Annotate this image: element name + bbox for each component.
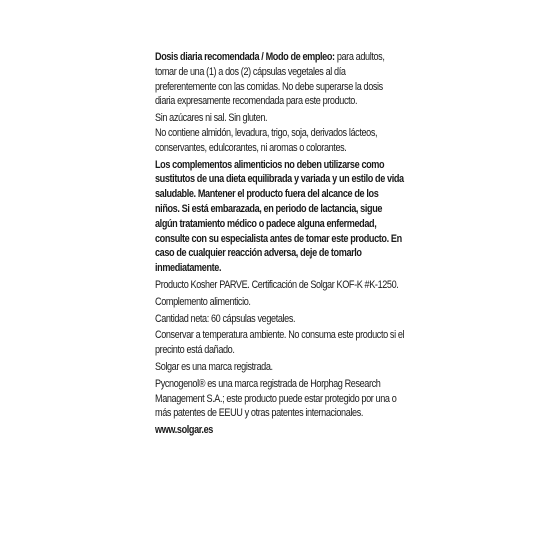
dosage-block (155, 50, 404, 109)
website-link[interactable]: www.solgar.es (155, 424, 213, 437)
sugar-gluten-text: Sin azúcares ni sal. Sin gluten. (155, 112, 268, 125)
quantity-text: Cantidad neta: 60 cápsulas vegetales. (155, 312, 296, 325)
storage-block (155, 328, 404, 358)
website-block (155, 423, 404, 438)
dosage-text: para adultos, tomar de una (1) a dos (2) cápsulas vegetales al día preferentemente con las comidas. No debe superarse la dosis diaria expresamente recomendada para este producto. (155, 51, 385, 108)
warning-text: Los complementos alimenticios no deben utilizarse como sustitutos de una dieta equilibrada y variada y un estilo de vida saludable. Mantener el producto fuera del alcance de los niños. Si está embarazada, en periodo de lactancia, sigue algún tratamiento médico o padece alguna enfermedad, consulte con su especialista antes de tomar este producto. En caso de cualquier reacción adversa, deje de tomarlo inmediatamente. (155, 158, 404, 275)
kosher-text: Producto Kosher PARVE. Certificación de Solgar KOF-K #K-1250. (155, 278, 399, 291)
kosher-block (155, 278, 404, 293)
dosage-heading: Dosis diaria recomendada / Modo de empleo: (155, 51, 335, 63)
warning-block (155, 158, 404, 276)
contains-text: No contiene almidón, levadura, trigo, soja, derivados lácteos, conservantes, edulcorantes, ni aromas o colorantes. (155, 126, 378, 154)
trademark-text: Solgar es una marca registrada. (155, 360, 273, 373)
free-from-block (155, 111, 404, 155)
supplement-block (155, 295, 404, 310)
quantity-block (155, 312, 404, 327)
pycnogenol-block (155, 377, 404, 421)
storage-text: Conservar a temperatura ambiente. No consuma este producto si el precinto está dañado. (155, 329, 405, 357)
supplement-text: Complemento alimenticio. (155, 295, 251, 308)
product-label-text (155, 50, 404, 440)
pycnogenol-text: Pycnogenol® es una marca registrada de Horphag Research Management S.A.; este producto puede estar protegido por una o más patentes de EEUU y otras patentes internacionales. (155, 377, 397, 420)
trademark-block (155, 360, 404, 375)
